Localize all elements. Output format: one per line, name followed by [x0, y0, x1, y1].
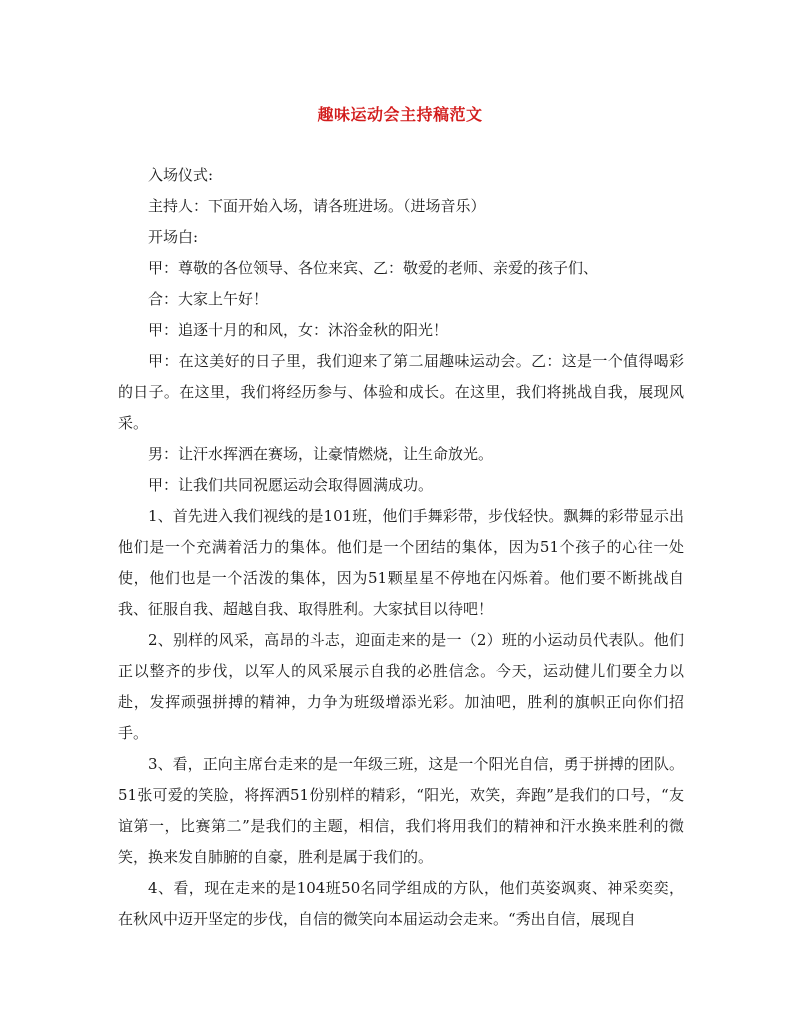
paragraph-host-intro: 主持人：下面开始入场，请各班进场。（进场音乐） [148, 197, 486, 215]
paragraph-greeting-all: 合：大家上午好！ [148, 290, 269, 308]
document-title: 趣味运动会主持稿范文 [317, 105, 483, 124]
paragraph-second-games: 甲：在这美好的日子里，我们迎来了第二届趣味运动会。乙：这是一个值得喝彩的日子。在这里，我们将经历参与、体验和成长。在这里，我们将挑战自我，展现风采。 [118, 352, 684, 432]
document-body [118, 160, 684, 935]
paragraph-opening-remarks: 开场白: [148, 228, 199, 246]
paragraph-class-104: 4、看，现在走来的是104班50名同学组成的方队，他们英姿飒爽、神采奕奕，在秋风中迈开坚定的步伐，自信的微笑向本届运动会走来。“秀出自信，展现自 [118, 879, 684, 928]
paragraph-greeting-guests: 甲：尊敬的各位领导、各位来宾、乙：敬爱的老师、亲爱的孩子们、 [148, 259, 599, 277]
paragraph-class-101: 1、首先进入我们视线的是101班，他们手舞彩带，步伐轻快。飘舞的彩带显示出他们是一个充满着活力的集体。他们是一个团结的集体，因为51个孩子的心往一处使，他们也是一个活泼的集体，因为51颗星星不停地在闪烁着。他们要不断挑战自我、征服自我、超越自我、取得胜利。大家拭目以待吧！ [118, 507, 684, 618]
paragraph-entrance-ceremony: 入场仪式: [148, 166, 214, 184]
paragraph-wish-success: 甲：让我们共同祝愿运动会取得圆满成功。 [148, 476, 434, 494]
paragraph-class-1-2: 2、别样的风采，高昂的斗志，迎面走来的是一（2）班的小运动员代表队。他们正以整齐的步伐，以军人的风采展示自我的必胜信念。今天，运动健儿们要全力以赴，发挥顽强拼搏的精神，力争为班级增添光彩。加油吧，胜利的旗帜正向你们招手。 [118, 631, 684, 742]
paragraph-october-breeze: 甲：追逐十月的和风，女：沐浴金秋的阳光！ [148, 321, 449, 339]
paragraph-sweat-on-field: 男：让汗水挥洒在赛场，让豪情燃烧，让生命放光。 [148, 445, 494, 463]
paragraph-grade-one-class-three: 3、看，正向主席台走来的是一年级三班，这是一个阳光自信，勇于拼搏的团队。51张可爱的笑脸，将挥洒51份别样的精彩，“阳光，欢笑，奔跑”是我们的口号，“友谊第一，比赛第二”是我们的主题，相信，我们将用我们的精神和汗水换来胜利的微笑，换来发自肺腑的自豪，胜利是属于我们的。 [118, 755, 684, 866]
